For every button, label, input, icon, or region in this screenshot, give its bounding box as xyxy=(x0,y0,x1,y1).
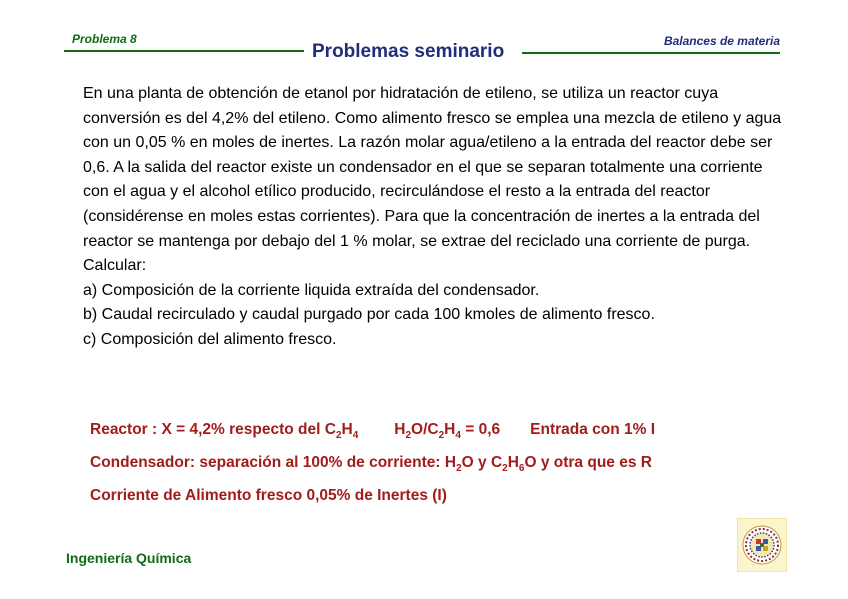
summary-line-feed: Corriente de Alimento fresco 0,05% de Inertes (I) xyxy=(90,487,447,504)
data-summary xyxy=(90,421,790,520)
header-problem-number: Problema 8 xyxy=(72,32,137,46)
question-item: c) Composición del alimento fresco. xyxy=(83,330,337,348)
summary-line-reactor: Reactor : X = 4,2% respecto del $C_2H_4$ $H_2O/C_2H_4 = 0,6$ Entrada con 1% I xyxy=(90,421,656,442)
university-seal-icon xyxy=(737,518,787,572)
question-item: b) Caudal recirculado y caudal purgado por cada 100 kmoles de alimento fresco. xyxy=(83,306,655,324)
header-topic: Balances de materia xyxy=(663,34,780,48)
header-rule-left xyxy=(64,50,304,52)
problem-paragraph: En una planta de obtención de etanol por hidratación de etileno, se utiliza un reactor cuya conversión es del 4,2% del etileno. Como alimento fresco se emplea una mezcla de etileno y agua con un 0,05 % en moles de inertes. La razón molar agua/etileno a la entrada del reactor debe ser 0,6. A la salida del reactor existe un condensador en el que se separan totalmente una corriente con el agua y el alcohol etílico producido, recirculándose el resto a la entrada del reactor (considérense en moles estas corrientes). Para que la concentración de inertes a la entrada del reactor se mantenga por debajo del 1 % molar, se extrae del reciclado una corriente de purga. xyxy=(83,85,782,250)
summary-line-condenser: Condensador: separación al 100% de corriente: $H_2O$ y $C_2H_6O$ y otra que es R xyxy=(90,454,652,475)
problem-statement xyxy=(83,82,783,353)
header-rule-right xyxy=(522,52,780,54)
page-title: Problemas seminario xyxy=(312,41,505,62)
calc-label: Calcular: xyxy=(83,257,147,275)
question-item: a) Composición de la corriente liquida extraída del condensador. xyxy=(83,281,540,299)
footer-department: Ingeniería Química xyxy=(66,550,192,566)
